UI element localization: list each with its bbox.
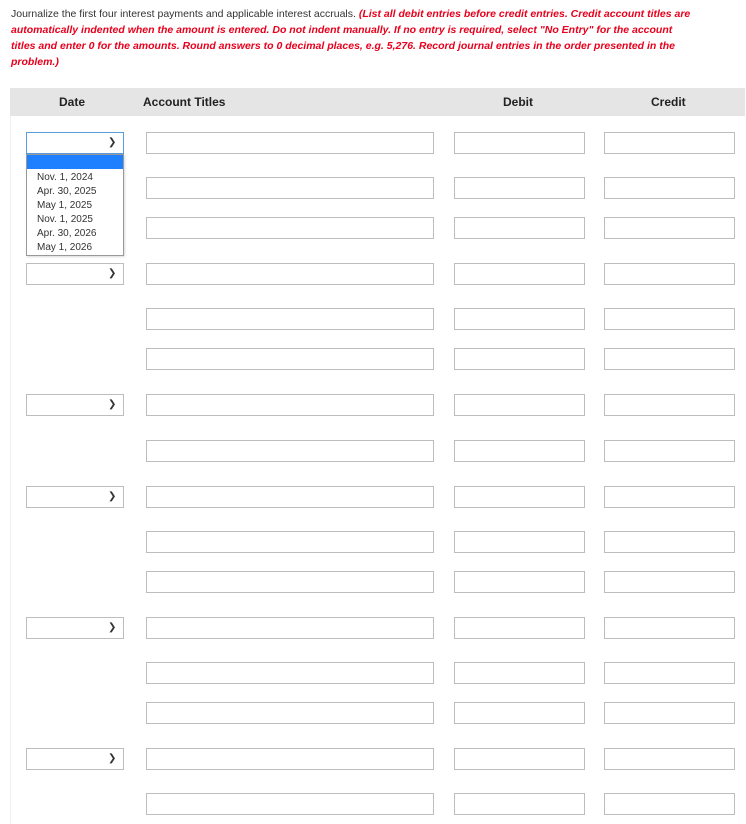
chevron-right-icon: ❯	[108, 491, 117, 502]
credit-input[interactable]	[604, 486, 735, 508]
debit-input[interactable]	[454, 348, 585, 370]
dropdown-option[interactable]: May 1, 2025	[37, 200, 93, 211]
credit-input[interactable]	[604, 793, 735, 815]
debit-input[interactable]	[454, 531, 585, 553]
instructions-red: (List all debit entries before credit entries. Credit account titles are automatically indented when the amount is entered. Do not indent manually. If no entry is required, select "No Entry" for the account titles and enter 0 for the amounts. Round answers to 0 decimal places, e.g. 5,276. Record journal entries in the order presented in the problem.)	[11, 8, 691, 68]
header-date: Date	[59, 95, 86, 109]
account-title-input[interactable]	[146, 308, 434, 330]
account-title-input[interactable]	[146, 617, 434, 639]
credit-input[interactable]	[604, 617, 735, 639]
account-title-input[interactable]	[146, 486, 434, 508]
debit-input[interactable]	[454, 308, 585, 330]
debit-input[interactable]	[454, 702, 585, 724]
account-title-input[interactable]	[146, 702, 434, 724]
account-title-input[interactable]	[146, 662, 434, 684]
debit-input[interactable]	[454, 440, 585, 462]
account-title-input[interactable]	[146, 793, 434, 815]
debit-input[interactable]	[454, 793, 585, 815]
account-title-input[interactable]	[146, 132, 434, 154]
date-select-entry-2[interactable]	[26, 263, 124, 285]
chevron-down-icon: ❯	[108, 137, 117, 148]
debit-input[interactable]	[454, 217, 585, 239]
account-title-input[interactable]	[146, 348, 434, 370]
divider	[10, 116, 11, 824]
credit-input[interactable]	[604, 177, 735, 199]
account-title-input[interactable]	[146, 571, 434, 593]
debit-input[interactable]	[454, 486, 585, 508]
credit-input[interactable]	[604, 132, 735, 154]
credit-input[interactable]	[604, 263, 735, 285]
dropdown-option[interactable]: Nov. 1, 2025	[37, 214, 93, 225]
debit-input[interactable]	[454, 571, 585, 593]
table-header	[10, 88, 745, 116]
account-title-input[interactable]	[146, 263, 434, 285]
credit-input[interactable]	[604, 394, 735, 416]
credit-input[interactable]	[604, 662, 735, 684]
account-title-input[interactable]	[146, 531, 434, 553]
dropdown-option[interactable]: Apr. 30, 2026	[37, 228, 97, 239]
debit-input[interactable]	[454, 177, 585, 199]
dropdown-option[interactable]: May 1, 2026	[37, 242, 93, 253]
debit-input[interactable]	[454, 132, 585, 154]
instructions-lead: Journalize the first four interest payments and applicable interest accruals.	[11, 8, 359, 20]
credit-input[interactable]	[604, 217, 735, 239]
debit-input[interactable]	[454, 263, 585, 285]
debit-input[interactable]	[454, 662, 585, 684]
account-title-input[interactable]	[146, 217, 434, 239]
credit-input[interactable]	[604, 348, 735, 370]
chevron-right-icon: ❯	[108, 399, 117, 410]
header-credit: Credit	[651, 95, 686, 109]
credit-input[interactable]	[604, 748, 735, 770]
credit-input[interactable]	[604, 571, 735, 593]
header-account-titles: Account Titles	[143, 95, 226, 109]
instructions	[11, 6, 691, 70]
dropdown-option[interactable]: Nov. 1, 2024	[37, 172, 93, 183]
dropdown-option[interactable]: Apr. 30, 2025	[37, 186, 97, 197]
date-select-entry-5[interactable]	[26, 617, 124, 639]
header-debit: Debit	[503, 95, 533, 109]
chevron-right-icon: ❯	[108, 753, 117, 764]
date-select-entry-1[interactable]	[26, 132, 124, 154]
dropdown-option-blank[interactable]	[27, 155, 123, 169]
debit-input[interactable]	[454, 617, 585, 639]
debit-input[interactable]	[454, 394, 585, 416]
account-title-input[interactable]	[146, 177, 434, 199]
debit-input[interactable]	[454, 748, 585, 770]
chevron-right-icon: ❯	[108, 622, 117, 633]
date-select-entry-3[interactable]	[26, 394, 124, 416]
credit-input[interactable]	[604, 440, 735, 462]
credit-input[interactable]	[604, 702, 735, 724]
account-title-input[interactable]	[146, 440, 434, 462]
date-select-entry-6[interactable]	[26, 748, 124, 770]
account-title-input[interactable]	[146, 748, 434, 770]
date-dropdown-list	[26, 154, 124, 256]
chevron-right-icon: ❯	[108, 268, 117, 279]
account-title-input[interactable]	[146, 394, 434, 416]
date-select-entry-4[interactable]	[26, 486, 124, 508]
credit-input[interactable]	[604, 308, 735, 330]
credit-input[interactable]	[604, 531, 735, 553]
